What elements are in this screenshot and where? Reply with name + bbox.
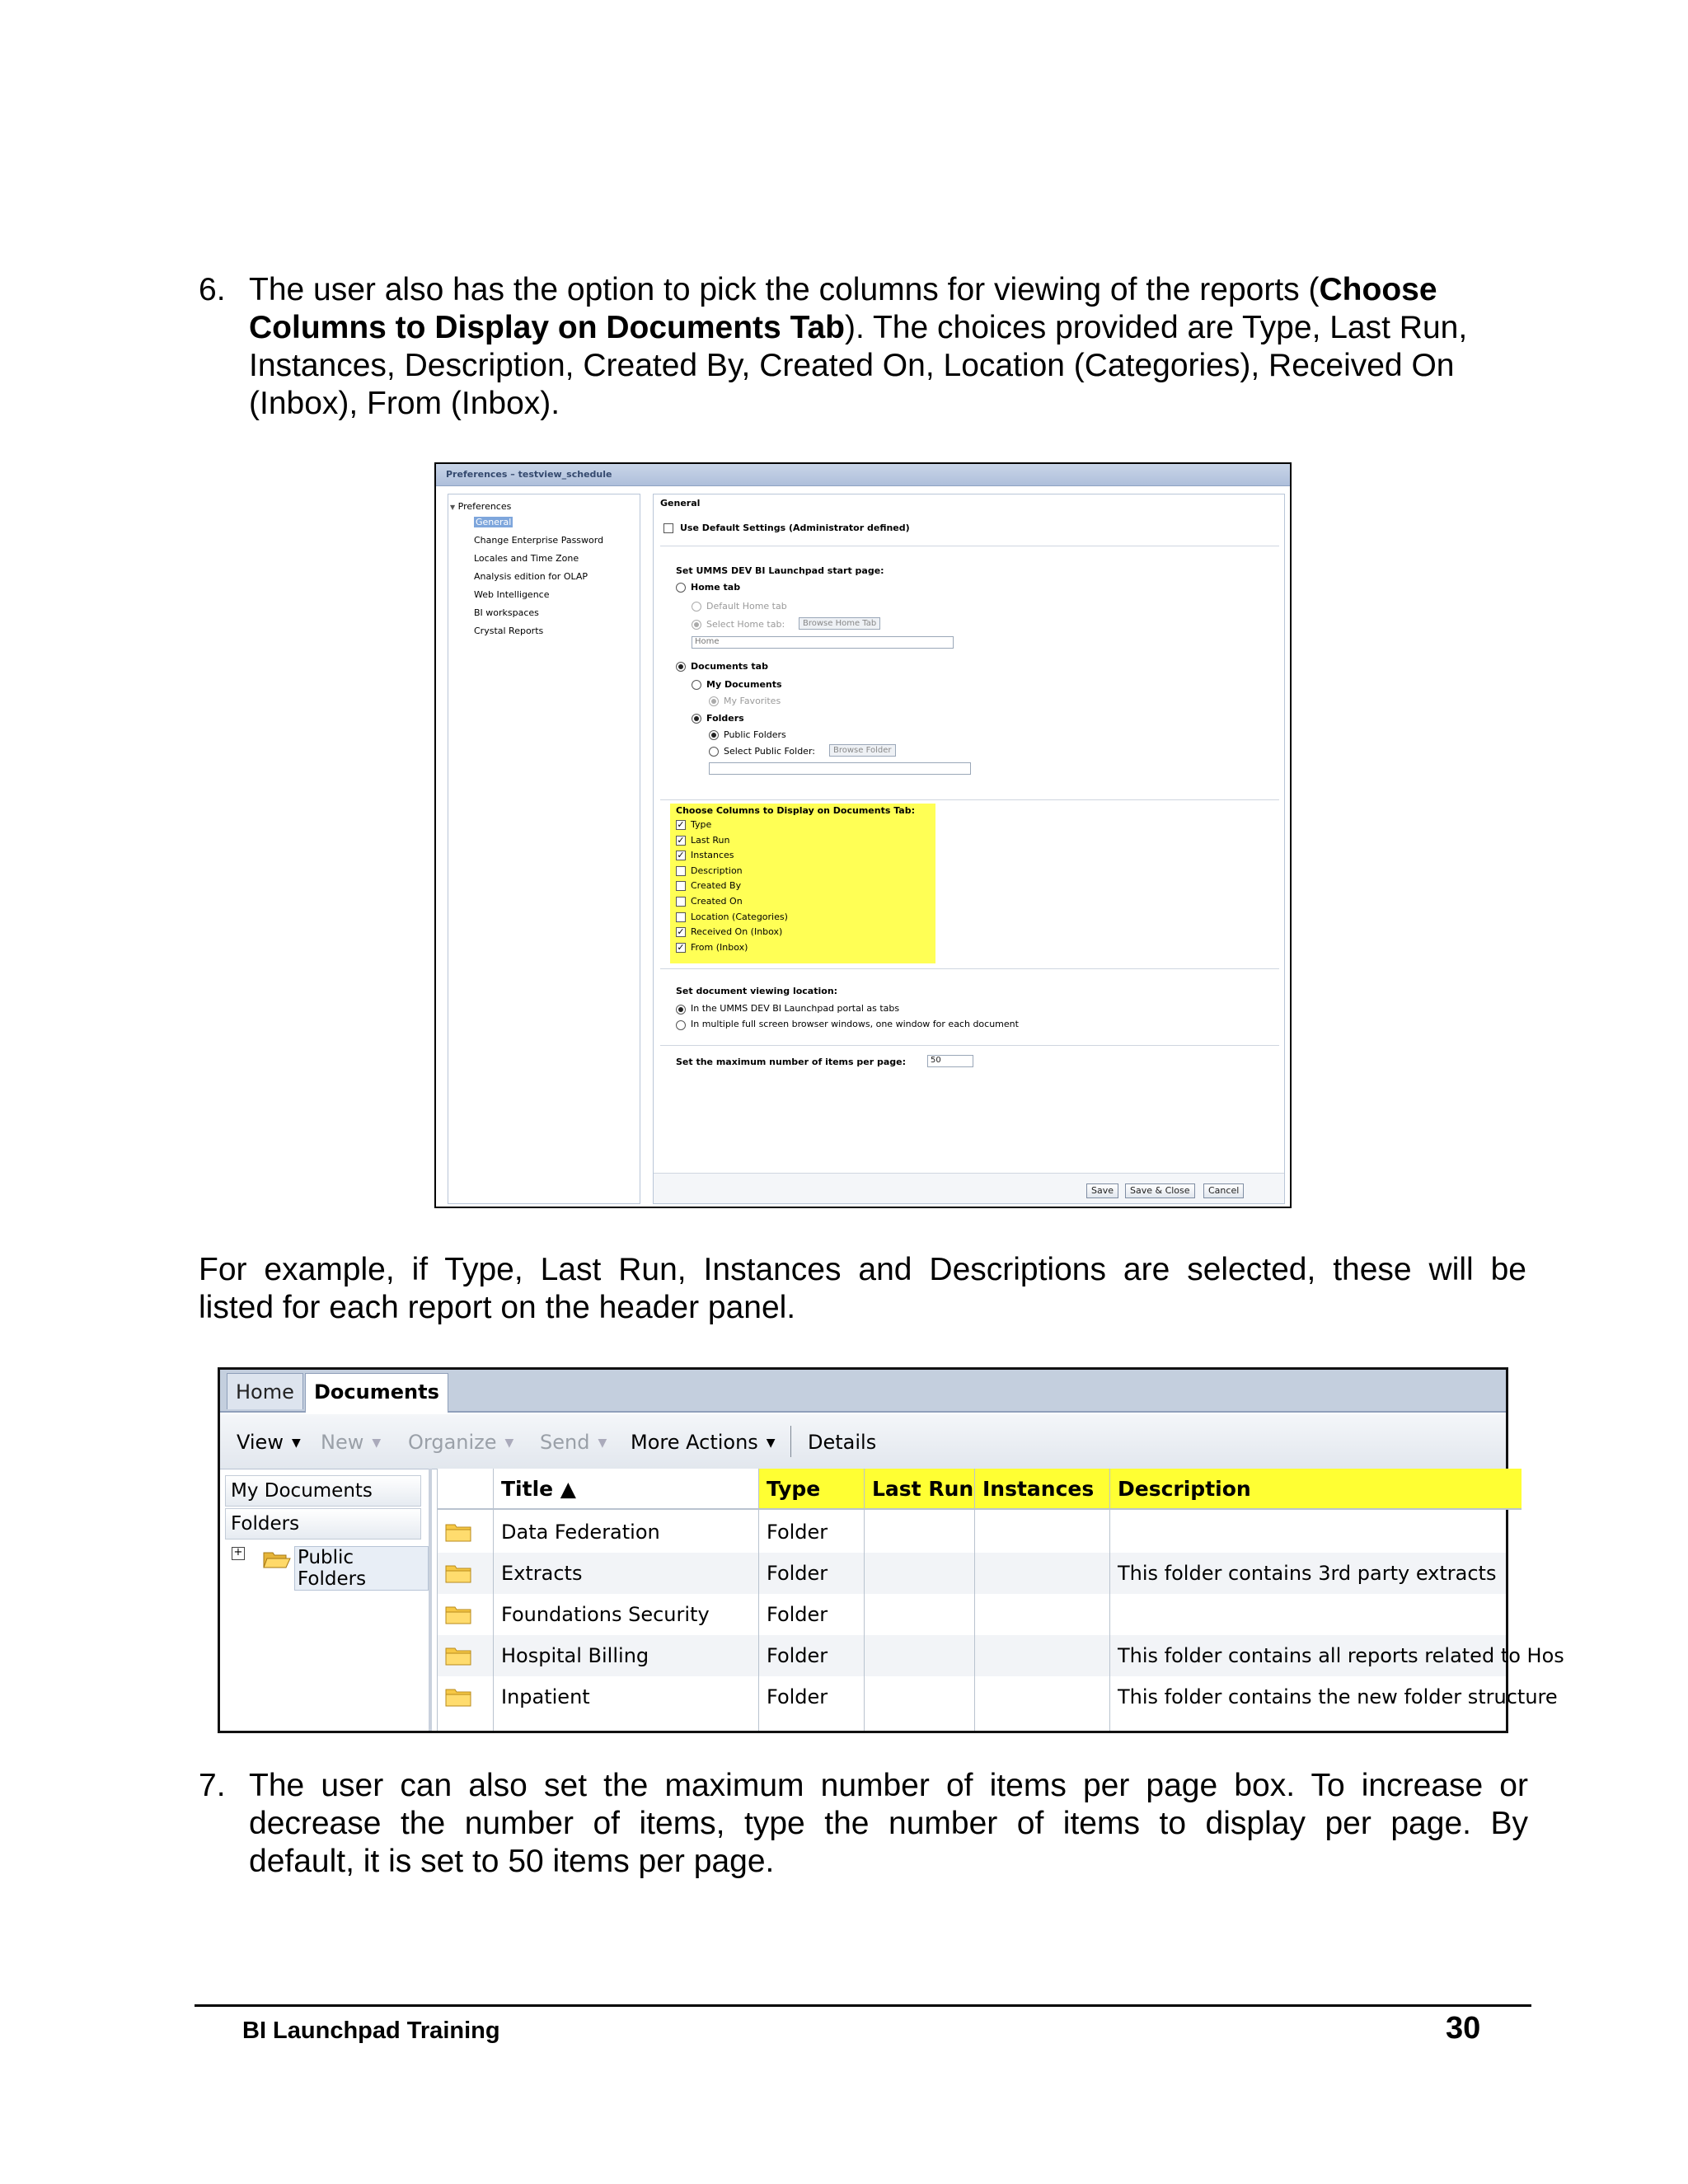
cell-title[interactable]: Hospital Billing [501, 1644, 649, 1667]
more-actions-label: More Actions [631, 1431, 758, 1454]
column-checkbox[interactable] [676, 881, 686, 891]
documents-tab-radio[interactable] [676, 662, 686, 672]
column-header-type[interactable]: Type [758, 1469, 864, 1510]
tree-item-locales[interactable]: Locales and Time Zone [474, 553, 579, 564]
public-folder-input[interactable] [709, 762, 971, 775]
my-favorites-label: My Favorites [724, 696, 781, 706]
viewing-browser-windows-label: In multiple full screen browser windows, one window for each document [691, 1019, 1019, 1029]
column-separator [864, 1469, 865, 1731]
viewing-location-heading: Set document viewing location: [676, 986, 838, 996]
folder-icon [445, 1605, 471, 1624]
column-checkbox[interactable] [676, 851, 686, 860]
step-6-line-1-text: The user also has the option to pick the columns for viewing of the reports ( [249, 272, 1320, 307]
divider [660, 799, 1279, 800]
checkmark-icon: ✓ [677, 819, 685, 830]
default-home-tab-label: Default Home tab [706, 601, 787, 612]
max-items-label: Set the maximum number of items per page: [676, 1057, 907, 1067]
column-checkbox-label: Created On [691, 896, 743, 907]
step-7-line-3: default, it is set to 50 items per page. [249, 1844, 775, 1879]
viewing-portal-tabs-radio[interactable] [676, 1005, 686, 1015]
tree-item-change-password[interactable]: Change Enterprise Password [474, 535, 604, 546]
step-7-line-2: decrease the number of items, type the number of items to display per page. By [249, 1806, 1528, 1841]
step-7-line-1: The user can also set the maximum number of items per page box. To increase or [249, 1768, 1528, 1803]
folder-icon [445, 1687, 471, 1707]
chevron-down-icon: ▼ [598, 1436, 607, 1450]
tree-item-olap[interactable]: Analysis edition for OLAP [474, 571, 588, 582]
tree-root-preferences[interactable]: ▼ Preferences [450, 501, 512, 512]
home-tab-radio[interactable] [676, 583, 686, 593]
documents-toolbar [220, 1414, 1506, 1469]
step-6-bold-2: Columns to Display on Documents Tab [249, 310, 846, 345]
tab-documents[interactable]: Documents [305, 1373, 448, 1413]
tab-home[interactable]: Home [227, 1373, 303, 1409]
cancel-button[interactable]: Cancel [1203, 1183, 1244, 1198]
preferences-title-bar: Preferences – testview_schedule [436, 464, 1290, 486]
column-separator [974, 1469, 975, 1731]
browse-folder-button[interactable]: Browse Folder [829, 744, 896, 757]
example-paragraph [199, 1251, 1526, 1327]
use-default-checkbox[interactable] [663, 523, 673, 533]
column-header-instances[interactable]: Instances [974, 1469, 1109, 1510]
cell-type: Folder [767, 1521, 828, 1544]
home-tab-input[interactable]: Home [692, 636, 954, 649]
cell-title[interactable]: Inpatient [501, 1685, 590, 1708]
preferences-window [434, 462, 1292, 1208]
column-separator [1109, 1469, 1110, 1731]
toolbar-separator [790, 1426, 791, 1457]
table-row[interactable] [437, 1511, 1506, 1553]
column-checkbox[interactable] [676, 927, 686, 937]
checkmark-icon: ✓ [677, 941, 685, 953]
nav-my-documents[interactable]: My Documents [225, 1475, 421, 1507]
folder-icon [445, 1646, 471, 1666]
folder-icon [445, 1563, 471, 1583]
select-home-tab-radio[interactable] [692, 620, 701, 630]
my-documents-radio[interactable] [692, 680, 701, 690]
cell-title[interactable]: Foundations Security [501, 1603, 710, 1626]
cell-description: This folder contains 3rd party extracts [1118, 1562, 1497, 1585]
folders-label: Folders [706, 713, 744, 724]
select-public-folder-label: Select Public Folder: [724, 746, 815, 757]
organize-menu-label: Organize [408, 1431, 497, 1454]
checkmark-icon: ✓ [677, 850, 685, 861]
tree-item-crystal-reports[interactable]: Crystal Reports [474, 626, 544, 636]
chevron-down-icon: ▼ [766, 1436, 776, 1450]
cell-type: Folder [767, 1685, 828, 1708]
organize-menu[interactable] [408, 1431, 513, 1454]
example-line-1: For example, if Type, Last Run, Instances and Descriptions are selected, these will be [199, 1252, 1526, 1287]
use-default-label: Use Default Settings (Administrator defined) [680, 523, 910, 533]
column-checkbox-label: Instances [691, 850, 734, 861]
column-header-title[interactable]: Title ▲ [493, 1469, 758, 1510]
save-button[interactable]: Save [1086, 1183, 1118, 1198]
column-separator [493, 1469, 494, 1731]
view-menu-label: View [237, 1431, 284, 1454]
tree-item-web-intelligence[interactable]: Web Intelligence [474, 589, 550, 600]
preferences-settings-panel [653, 494, 1285, 1204]
column-checkbox-label: Last Run [691, 834, 730, 846]
cell-type: Folder [767, 1603, 828, 1626]
step-6-line-2 [249, 309, 1535, 347]
select-home-tab-label: Select Home tab: [706, 619, 785, 630]
step-6-line-4: (Inbox), From (Inbox). [249, 386, 560, 421]
cell-title[interactable]: Data Federation [501, 1521, 660, 1544]
step-6-line-3: Instances, Description, Created By, Created On, Location (Categories), Received On [249, 348, 1455, 383]
column-checkbox-label: Received On (Inbox) [691, 926, 783, 938]
home-tab-label: Home tab [691, 582, 741, 593]
folder-icon [445, 1522, 471, 1542]
viewing-portal-tabs-label: In the UMMS DEV BI Launchpad portal as tabs [691, 1003, 900, 1014]
more-actions-menu[interactable] [631, 1431, 776, 1454]
example-line-2: listed for each report on the header panel. [199, 1290, 796, 1325]
step-6-line-2-text: ). The choices provided are Type, Last Run, [845, 310, 1468, 345]
step-6-number: 6. [199, 272, 226, 307]
cell-type: Folder [767, 1562, 828, 1585]
chevron-down-icon: ▼ [504, 1436, 514, 1450]
view-menu[interactable] [237, 1431, 301, 1454]
column-checkbox-label: Location (Categories) [691, 911, 788, 922]
default-home-tab-radio[interactable] [692, 602, 701, 612]
checkmark-icon: ✓ [677, 926, 685, 938]
preferences-tree-panel [448, 494, 640, 1204]
column-checkbox-label: Created By [691, 880, 742, 892]
cell-title[interactable]: Extracts [501, 1562, 583, 1585]
select-public-folder-radio[interactable] [709, 747, 719, 757]
preferences-button-bar [654, 1173, 1284, 1203]
cell-description: This folder contains the new folder structure [1118, 1685, 1558, 1708]
save-close-button[interactable]: Save & Close [1125, 1183, 1195, 1198]
column-checkbox-label: Type [691, 819, 712, 830]
my-favorites-radio[interactable] [709, 696, 719, 706]
footer-title: BI Launchpad Training [242, 2018, 500, 2044]
step-6-line-1 [249, 271, 1535, 309]
divider [660, 968, 1279, 969]
expand-icon[interactable]: + [232, 1547, 245, 1560]
footer-rule [195, 2004, 1531, 2007]
navigation-panel [220, 1469, 432, 1731]
divider [660, 1045, 1279, 1046]
documents-window [218, 1367, 1564, 1733]
open-folder-icon [263, 1549, 291, 1569]
send-menu-label: Send [540, 1431, 590, 1454]
column-checkbox[interactable] [676, 943, 686, 953]
column-checkbox[interactable] [676, 836, 686, 846]
step-7-text [249, 1767, 1528, 1881]
documents-tab-label: Documents tab [691, 661, 768, 672]
cell-type: Folder [767, 1644, 828, 1667]
column-checkbox[interactable] [676, 820, 686, 830]
column-separator [437, 1469, 438, 1731]
column-separator [758, 1469, 759, 1731]
browse-home-tab-button[interactable]: Browse Home Tab [799, 617, 880, 630]
column-checkbox[interactable] [676, 912, 686, 922]
documents-grid [437, 1469, 1564, 1731]
public-folders-label: Public Folders [724, 729, 786, 740]
cell-description: This folder contains all reports related to Hos [1118, 1644, 1564, 1667]
my-documents-label: My Documents [706, 679, 782, 690]
table-row[interactable] [437, 1553, 1506, 1594]
details-button[interactable]: Details [808, 1431, 877, 1454]
folders-radio[interactable] [692, 714, 701, 724]
column-checkbox-label: From (Inbox) [691, 941, 748, 953]
checkmark-icon: ✓ [677, 834, 685, 846]
table-row[interactable] [437, 1635, 1564, 1676]
chevron-down-icon: ▼ [372, 1436, 382, 1450]
table-row[interactable] [437, 1594, 1506, 1635]
tree-item-general[interactable]: General [476, 517, 512, 527]
columns-heading: Choose Columns to Display on Documents Tab: [676, 805, 916, 816]
column-checkbox[interactable] [676, 866, 686, 876]
public-folders-radio[interactable] [709, 730, 719, 740]
step-6-bold-1: Choose [1319, 272, 1437, 307]
general-heading: General [660, 498, 701, 509]
tree-item-bi-workspaces[interactable]: BI workspaces [474, 607, 539, 618]
tab-bar [220, 1370, 1506, 1413]
viewing-browser-windows-radio[interactable] [676, 1020, 686, 1030]
column-header-last-run[interactable]: Last Run [864, 1469, 974, 1510]
page-number: 30 [1446, 2011, 1481, 2046]
start-page-heading: Set UMMS DEV BI Launchpad start page: [676, 565, 884, 576]
table-row[interactable] [437, 1676, 1558, 1718]
step-7-number: 7. [199, 1768, 226, 1803]
chevron-down-icon: ▼ [291, 1436, 301, 1450]
column-checkbox-label: Description [691, 865, 743, 876]
nav-folders[interactable]: Folders [225, 1508, 421, 1540]
column-header-icon [437, 1469, 493, 1510]
column-checkbox[interactable] [676, 897, 686, 907]
new-menu-label: New [321, 1431, 364, 1454]
step-6-text [249, 271, 1535, 423]
column-header-description[interactable]: Description [1109, 1469, 1522, 1510]
max-items-input[interactable]: 50 [927, 1055, 973, 1067]
send-menu[interactable] [540, 1431, 607, 1454]
tree-item-public-folders[interactable]: Public Folders [294, 1546, 429, 1591]
new-menu[interactable] [321, 1431, 381, 1454]
